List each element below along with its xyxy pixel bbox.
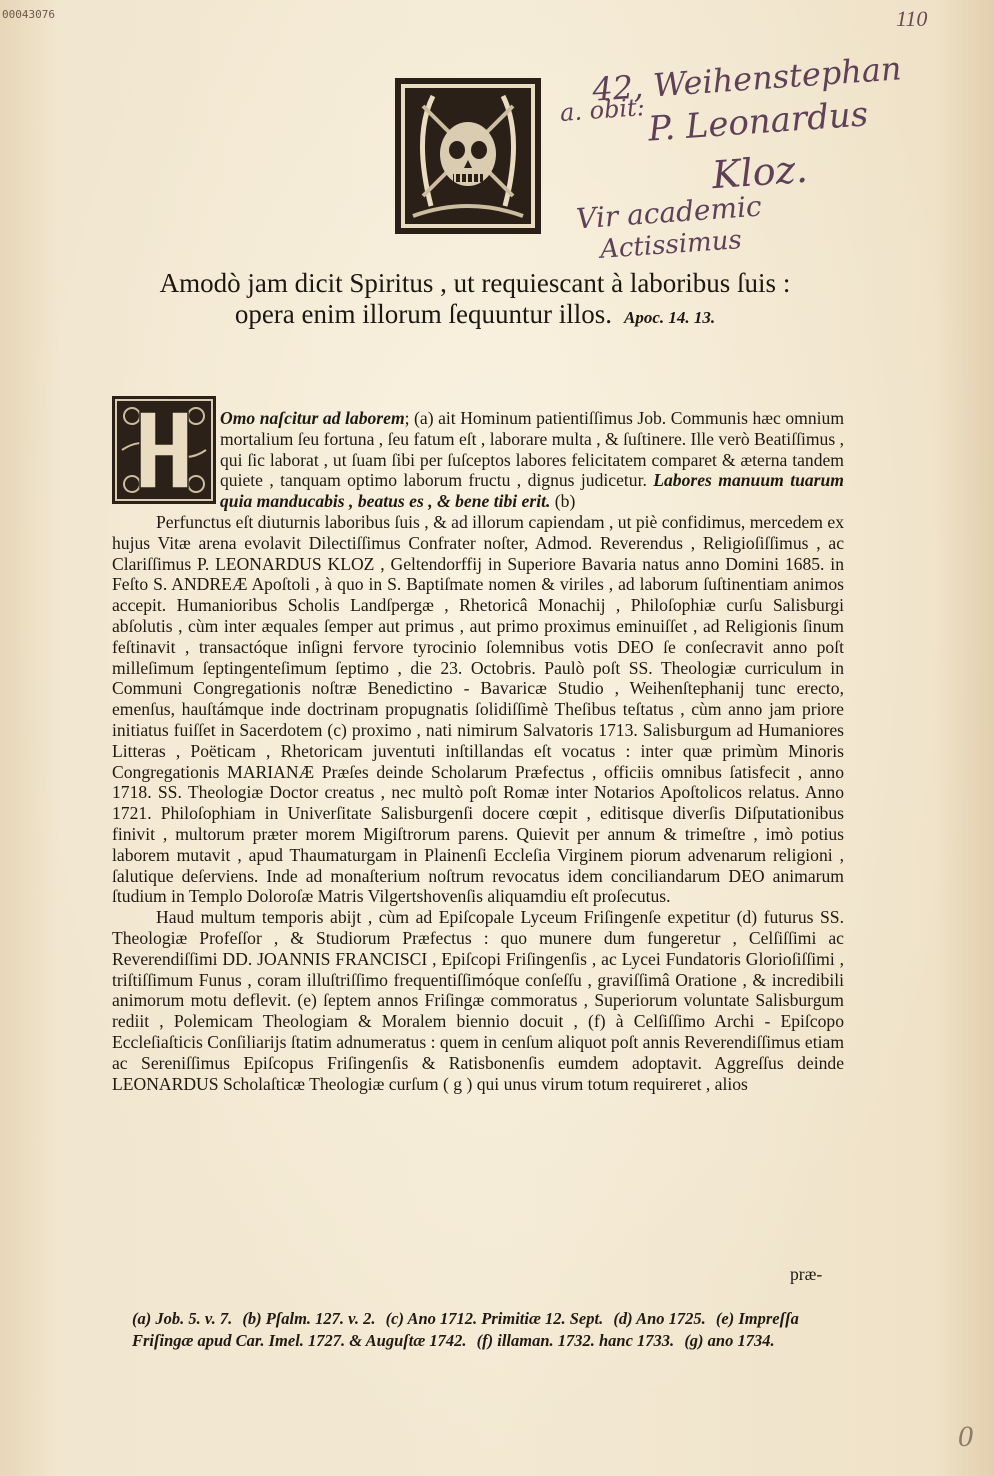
- paragraph-1-ref: (b): [554, 491, 576, 512]
- paragraph-1: [112, 408, 844, 512]
- motto-citation: Apoc. 14. 13.: [624, 308, 716, 327]
- opening-phrase: Omo naſcitur ad laborem: [220, 408, 405, 428]
- motto-line-2: [110, 299, 840, 333]
- handwritten-note-1: 42, Weihenstephan: [591, 49, 903, 109]
- footnote-c: (c) Ano 1712. Primitiæ 12. Sept.: [385, 1309, 604, 1328]
- footnote-e: (e) Impreſſa Friſingæ apud Car. Imel. 1727. & Auguſtæ 1742.: [132, 1309, 799, 1350]
- handwritten-note-5: Vir academic: [575, 189, 763, 236]
- paragraph-1-text: ; (a) ait Hominum patientiſſimus Job. Communis hæc omnium mortalium ſeu fortuna , ſeu fatum eſt , laborare multa , & ſuſtinere. Ille verò Beatiſſimus , qui ſic laborat , ut ſuam ſibi per ſuſceptos labores felicitatem comparet & æterna tandem quiete , tanquam optimo laborum fructu , dignus judicetur.: [220, 408, 844, 491]
- paragraph-3: Haud multum temporis abijt , cùm ad Epiſcopale Lyceum Friſingenſe expetitur (d) futurus SS. Theologiæ Profeſſor , & Studiorum Præfectus : quo munere dum fungeretur , Celſiſſimi ac Reverendiſſimi DD. JOANNIS FRANCISCI , Epiſcopi Friſingenſis , ac Lycei Fundatoris Glorioſiſſimi , triſtiſſimum Funus , coram illuſtriſſimo frequentiſſimóque conſeſſu , graviſſimâ Oratione , & incredibili animorum motu deflevit. (e) ſeptem annos Friſingæ commoratus , Superiorum voluntate Salisburgum rediit , Polemicam Theologiam & Moralem biennio docuit , (f) à Celſiſſimo Archi - Epiſcopo Eccleſiaſticis Conſiliarijs ſtatim adnumeratus : quem in cenſum aliquot poſt annis Reverendiſſimus etiam ac Sereniſſimus Epiſcopus Friſingenſis & Ratisbonenſis eumdem adoptavit. Aggreſſus deinde LEONARDUS Scholaſticæ Theologiæ curſum ( g ) qui unus virum totum requireret , alios: [112, 907, 844, 1094]
- body-text: [112, 408, 844, 1094]
- footnote-a: (a) Job. 5. v. 7.: [132, 1309, 233, 1328]
- paragraph-2: Perfunctus eſt diuturnis laboribus ſuis , & ad illorum capiendam , ut piè confidimus, mercedem ex hujus Vitæ arena evolavit Dilectiſſimus Confrater noſter, Admod. Reverendus , Religioſiſſimus , ac Clariſſimus P. LEONARDUS KLOZ , Geltendorffij in Superiore Bavaria natus anno Domini 1685. in Feſto S. ANDREÆ Apoſtoli , à quo in S. Baptiſmate nomen & viriles , ad laborum ſuſtinentiam animos accepit. Humanioribus Scholis Landſpergæ , Rhetoricâ Monachij , Philoſophiæ curſu Salisburgi abſolutis , cùm inter æquales ſemper aut primus , aut primo proximus eminuiſſet , ad Religionis ſinum feſtinavit , transactóque inſigni fervore tyrocinio ſolemnibus votis DEO ſe conſecravit anno poſt milleſimum ſeptingenteſimum ſeptimo , die 23. Octobris. Paulò poſt SS. Theologiæ curriculum in Communi Congregationis noſtræ Benedictino - Bavaricæ Studio , Weihenſtephanij tunc erecto, emenſus, hauſtámque inde doctrinam propugnatis ſolidiſſimè Theſibus teſtatus , cùm anno jam priore initiatus fuiſſet in Sacerdotem (c) proximo , nati nimirum Salvatoris 1713. Salisburgum ad Humaniores Litteras , Poëticam , Rhetoricam juventuti inſtillandas eſt vocatus : inter quæ primùm Minoris Congregationis MARIANÆ Præſes deinde Scholarum Præfectus , officiis omnibus ſatisfecit , anno 1718. SS. Theologiæ Doctor creatus , nec multò poſt Romæ inter Notarios Apoſtolicos relatus. Anno 1721. Philoſophiam in Univerſitate Salisburgenſi docere cœpit , editisque diverſis Diſputationibus finivit , multorum præter morem Migiſtrorum parens. Quievit per annum & trimeſtre , imò potius laborem mutavit , apud Thaumaturgam in Plainenſi Eccleſia Virginem piorum advenarum religioni , ſalutique deſerviens. Inde ad monaſterium noſtrum revocatus idem conciliandarum DEO animarum ſtudium in Templo Doloroſæ Matris Vilgertshovenſis aliquamdiu eſt proſecutus.: [112, 511, 844, 907]
- corner-mark: 0: [958, 1420, 973, 1453]
- footnotes: [132, 1308, 832, 1352]
- footnote-b: (b) Pſalm. 127. v. 2.: [242, 1309, 376, 1328]
- handwritten-note-4: Kloz.: [710, 146, 809, 198]
- catchword: præ-: [790, 1264, 823, 1284]
- handwritten-note-3: P. Leonardus: [646, 94, 870, 150]
- motto-line-1: Amodò jam dicit Spiritus , ut requiescant à laboribus ſuis :: [159, 268, 791, 298]
- paragraph-1-quote: Labores manuum tuarum quia manducabis , beatus es , & bene tibi erit.: [220, 470, 844, 512]
- footnote-f: (f) illaman. 1732. hanc 1733.: [476, 1331, 675, 1350]
- footnote-d: (d) Ano 1725.: [613, 1309, 706, 1328]
- folio-number: 110: [896, 6, 928, 31]
- handwritten-note-2: a. obit:: [559, 93, 646, 127]
- skull-emblem-icon: [393, 76, 543, 236]
- handwritten-note-6: Actissimus: [599, 225, 743, 265]
- archive-id: 00043076: [2, 8, 55, 21]
- motto: [110, 268, 840, 333]
- footnote-g: (g) ano 1734.: [684, 1331, 775, 1350]
- motto-line-2-text: opera enim illorum ſequuntur illos.: [234, 299, 613, 329]
